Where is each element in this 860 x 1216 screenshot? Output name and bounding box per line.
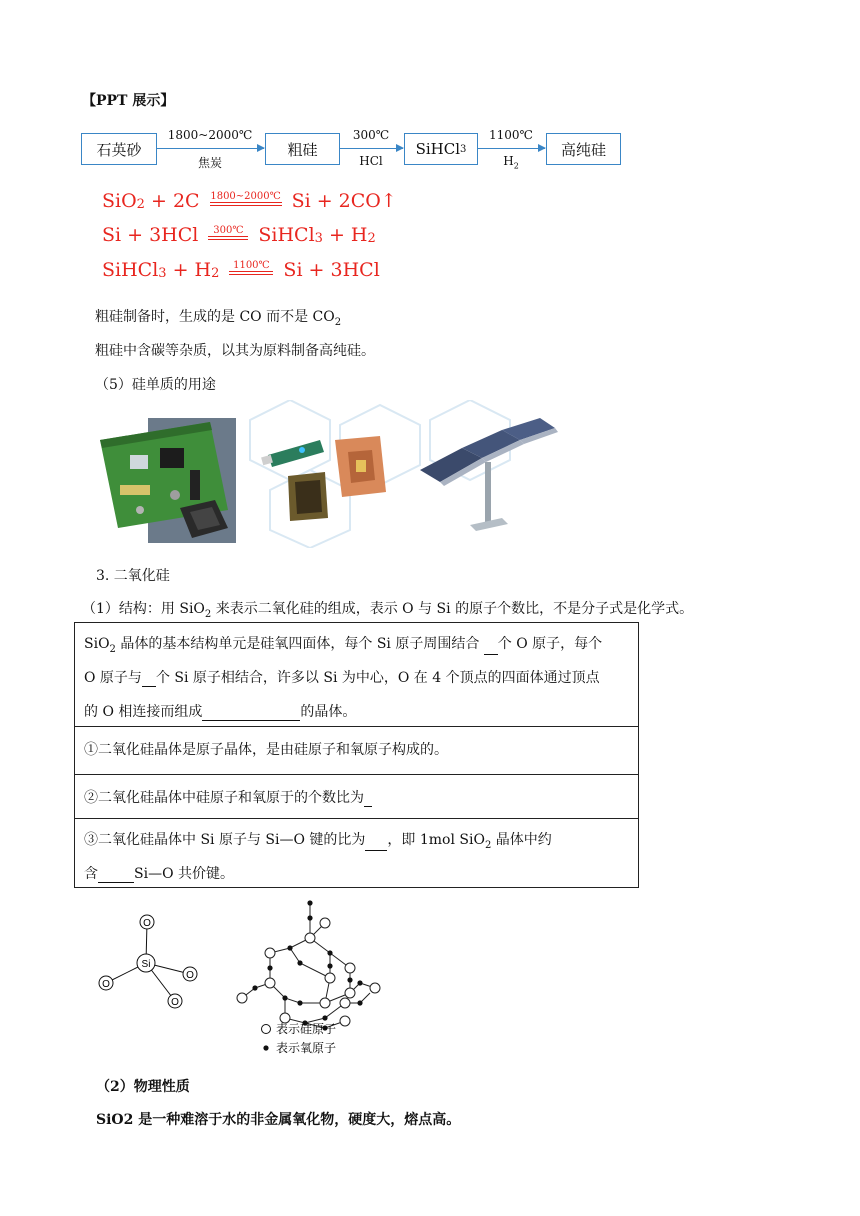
sio4-tetrahedron-diagram: [86, 905, 206, 1015]
oxygen-label-top: O: [143, 918, 151, 929]
equation-1: SiO 2 + 2C 1800~2000℃ Si + 2CO↑: [102, 190, 397, 212]
blank-o-count: [484, 640, 498, 655]
table-row-4: ③二氧化硅晶体中 Si 原子与 Si—O 键的比为 ，即 1mol SiO$_2$ 晶体中约 含 Si—O 共价键。: [75, 818, 638, 888]
equation-1-condition: 1800~2000℃: [210, 191, 282, 212]
blank-ratio: [364, 792, 372, 807]
equation-3: SiHCl 3 + H 2 1100℃ Si + 3HCl: [102, 259, 380, 281]
blank-structure: [202, 706, 300, 721]
usb-drive-image: [261, 440, 324, 467]
processor-image: [335, 436, 386, 497]
silicon-uses-images: [90, 400, 570, 548]
blank-bond-count: [98, 868, 134, 883]
ppt-heading: 【PPT 展示】: [82, 93, 175, 109]
oxygen-label-left: O: [102, 979, 110, 990]
oxygen-label-right: O: [186, 970, 194, 981]
flow-box-pure-silicon: 高纯硅: [546, 133, 621, 165]
flow-arrow-3-bottom: $H_2$: [503, 154, 519, 171]
note-impurities: 粗硅中含碳等杂质，以其为原料制备高纯硅。: [95, 343, 375, 359]
equation-2: Si + 3HCl 300℃ SiHCl 3 + H 2: [102, 224, 376, 246]
sio2-network-diagram: [230, 893, 390, 1061]
flow-arrow-2-bottom: HCl: [359, 154, 383, 168]
flow-box-quartz-sand: 石英砂: [81, 133, 157, 165]
table-row-1-line-1: SiO$_2$ 晶体的基本结构单元是硅氧四面体，每个 Si 原子周围结合 个 O 原子，每个: [84, 636, 603, 655]
flow-arrow-3: [477, 148, 545, 149]
blank-bond-ratio: [365, 836, 387, 851]
oxygen-label-bottom: O: [171, 997, 179, 1008]
silicon-label: Si: [141, 959, 151, 970]
legend-oxygen-label: 表示氧原子: [276, 1041, 337, 1055]
structure-table: [74, 622, 639, 888]
blank-si-count: [142, 672, 156, 687]
note-co: 粗硅制备时，生成的是 CO 而不是 $CO_2$: [95, 309, 342, 328]
legend-silicon-marker: [262, 1025, 271, 1034]
legend-oxygen-marker: [263, 1045, 268, 1050]
flow-arrow-1-top: 1800~2000℃: [167, 128, 253, 142]
equation-3-condition: 1100℃: [229, 260, 273, 281]
physical-properties-text: SiO2 是一种难溶于水的非金属氧化物，硬度大，熔点高。: [96, 1112, 461, 1128]
flow-arrow-1-bottom: 焦炭: [197, 156, 222, 170]
flow-arrow-2: [339, 148, 403, 149]
flow-box-sihcl3: SiHCl 3: [404, 133, 478, 165]
legend-silicon-label: 表示硅原子: [276, 1022, 337, 1036]
flow-arrow-1: [156, 148, 264, 149]
section-3-title: 3. 二氧化硅: [96, 568, 170, 584]
table-row-2: ①二氧化硅晶体是原子晶体，是由硅原子和氧原子构成的。: [75, 726, 638, 774]
structure-paragraph: （1）结构：用 SiO$_2$ 来表示二氧化硅的组成，表示 O 与 Si 的原子个数比，不是分子式是化学式。: [82, 601, 694, 620]
uses-heading: （5）硅单质的用途: [95, 377, 216, 393]
table-row-1-line-3: 的 O 相连接而组成 的晶体。: [84, 704, 357, 720]
table-row-1-line-2: O 原子与 个 Si 原子相结合，许多以 Si 为中心，O 在 4 个顶点的四面体通过顶点: [84, 670, 600, 686]
flow-arrow-2-top: 300℃: [352, 128, 390, 142]
solar-panel-image: [420, 418, 558, 531]
flow-arrow-3-top: 1100℃: [489, 128, 533, 142]
physical-properties-title: （2）物理性质: [96, 1079, 190, 1095]
table-row-3: ②二氧化硅晶体中硅原子和氧原于的个数比为: [75, 774, 638, 818]
cpu-chip-image: [288, 472, 328, 521]
equation-2-condition: 300℃: [208, 225, 248, 246]
circuit-board-image: [100, 418, 236, 543]
flow-box-crude-silicon: 粗硅: [265, 133, 340, 165]
